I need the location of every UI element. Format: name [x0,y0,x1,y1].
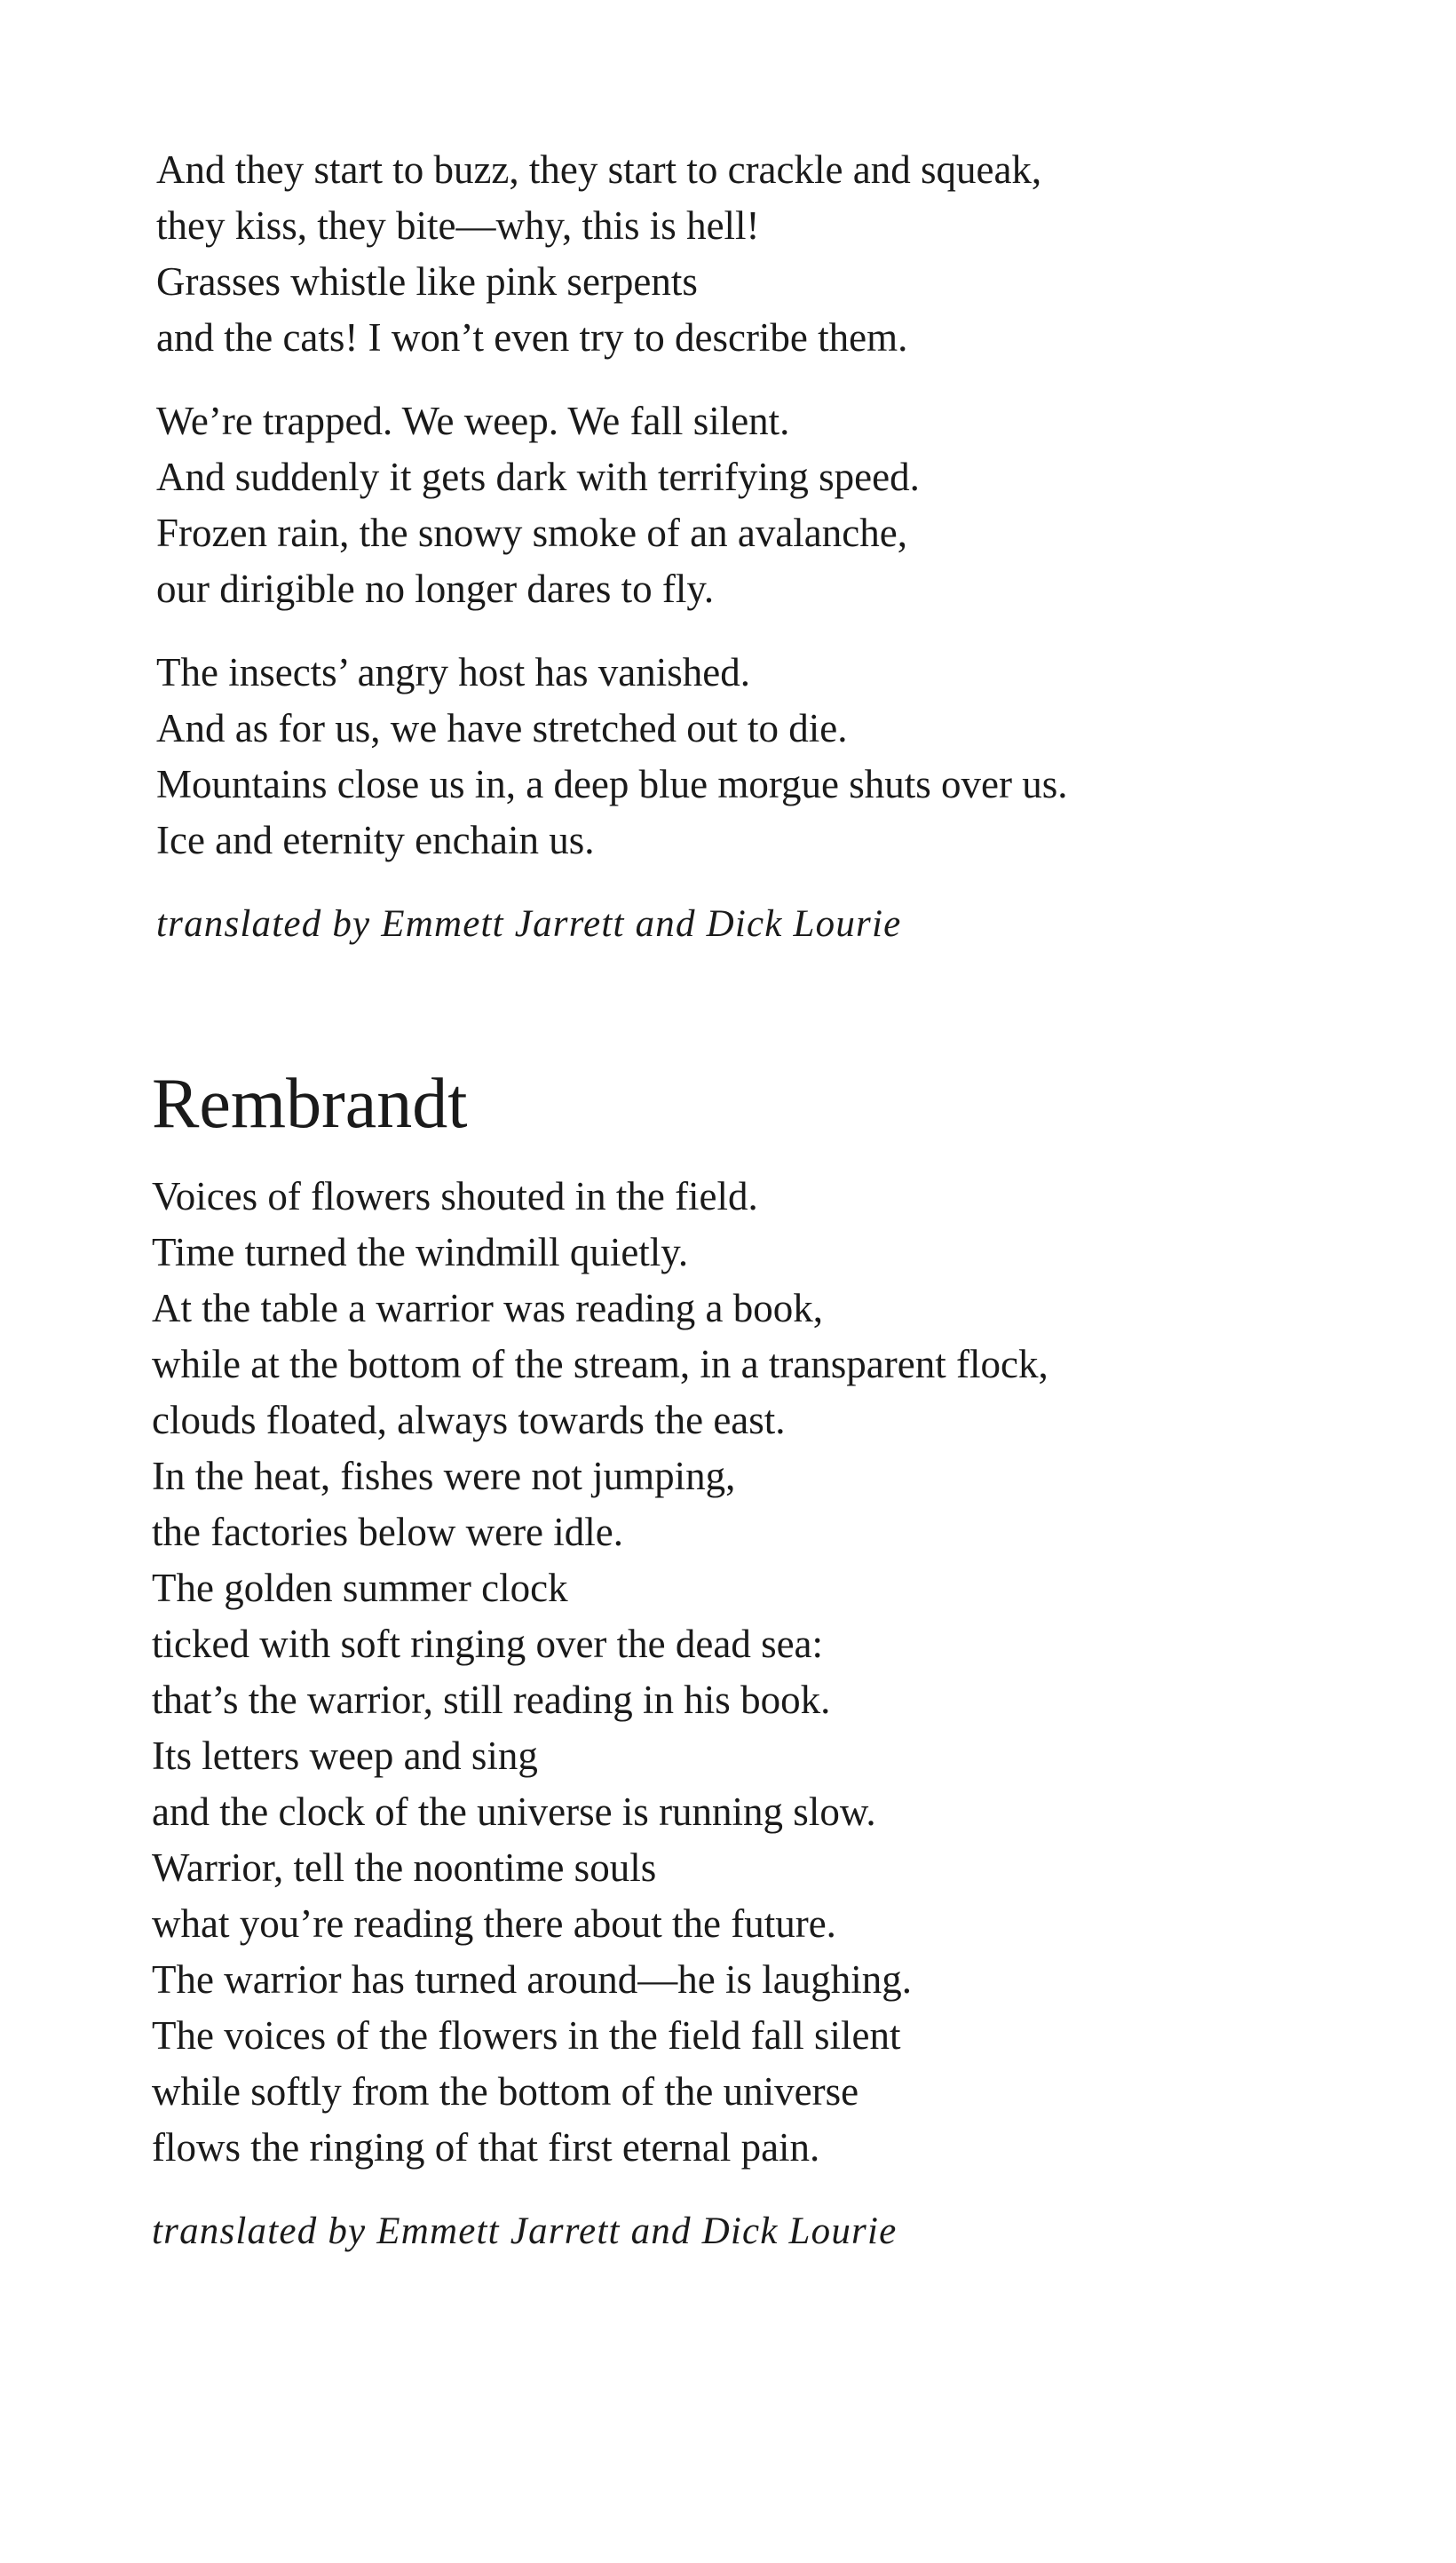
poem-line: The insects’ angry host has vanished. [156,650,751,694]
poem-line: what you’re reading there about the future. [152,1901,836,1946]
poem-line: clouds floated, always towards the east. [152,1398,786,1442]
poem-line: our dirigible no longer dares to fly. [156,567,715,611]
poem-line: The voices of the flowers in the field fall silent [152,2013,901,2058]
poem-line: Frozen rain, the snowy smoke of an avalanche, [156,511,907,555]
stanza [156,645,1068,869]
poem-line: and the cats! I won’t even try to describe them. [156,315,908,360]
translator-credit: translated by Emmett Jarrett and Dick Lourie [156,903,902,945]
poem-line: At the table a warrior was reading a book, [152,1286,823,1330]
stanza [156,142,1068,366]
poem-line: Time turned the windmill quietly. [152,1230,689,1274]
poem-line: The warrior has turned around—he is laughing. [152,1957,913,2002]
poem-line: while at the bottom of the stream, in a transparent flock, [152,1342,1048,1386]
poem-line: that’s the warrior, still reading in his book. [152,1678,831,1722]
translator-credit: translated by Emmett Jarrett and Dick Lourie [152,2210,898,2252]
poem-continuation [156,142,1068,952]
poem-line: We’re trapped. We weep. We fall silent. [156,399,790,443]
stanza [156,393,1068,617]
poem-line: And as for us, we have stretched out to die. [156,706,848,750]
poem-line: And they start to buzz, they start to crackle and squeak, [156,147,1042,192]
poem-line: Voices of flowers shouted in the field. [152,1174,758,1218]
poem-line: Its letters weep and sing [152,1734,538,1778]
poem-line: Grasses whistle like pink serpents [156,259,698,304]
poem-line: The golden summer clock [152,1566,568,1610]
poem-line: while softly from the bottom of the universe [152,2069,859,2114]
poem-line: In the heat, fishes were not jumping, [152,1454,736,1498]
poem-line: the factories below were idle. [152,1510,624,1554]
poem-line: they kiss, they bite—why, this is hell! [156,203,760,248]
poem-line: and the clock of the universe is running slow. [152,1789,876,1834]
poem-title: Rembrandt [152,1065,468,1143]
poem-body [152,1169,1048,2176]
poem-rembrandt [152,1055,1048,2259]
poem-line: Warrior, tell the noontime souls [152,1845,657,1890]
poem-line: And suddenly it gets dark with terrifying speed. [156,455,920,499]
poem-line: Mountains close us in, a deep blue morgue shuts over us. [156,762,1068,806]
poem-line: flows the ringing of that first eternal pain. [152,2125,820,2170]
poem-line: ticked with soft ringing over the dead sea: [152,1622,824,1666]
poem-line: Ice and eternity enchain us. [156,818,595,862]
